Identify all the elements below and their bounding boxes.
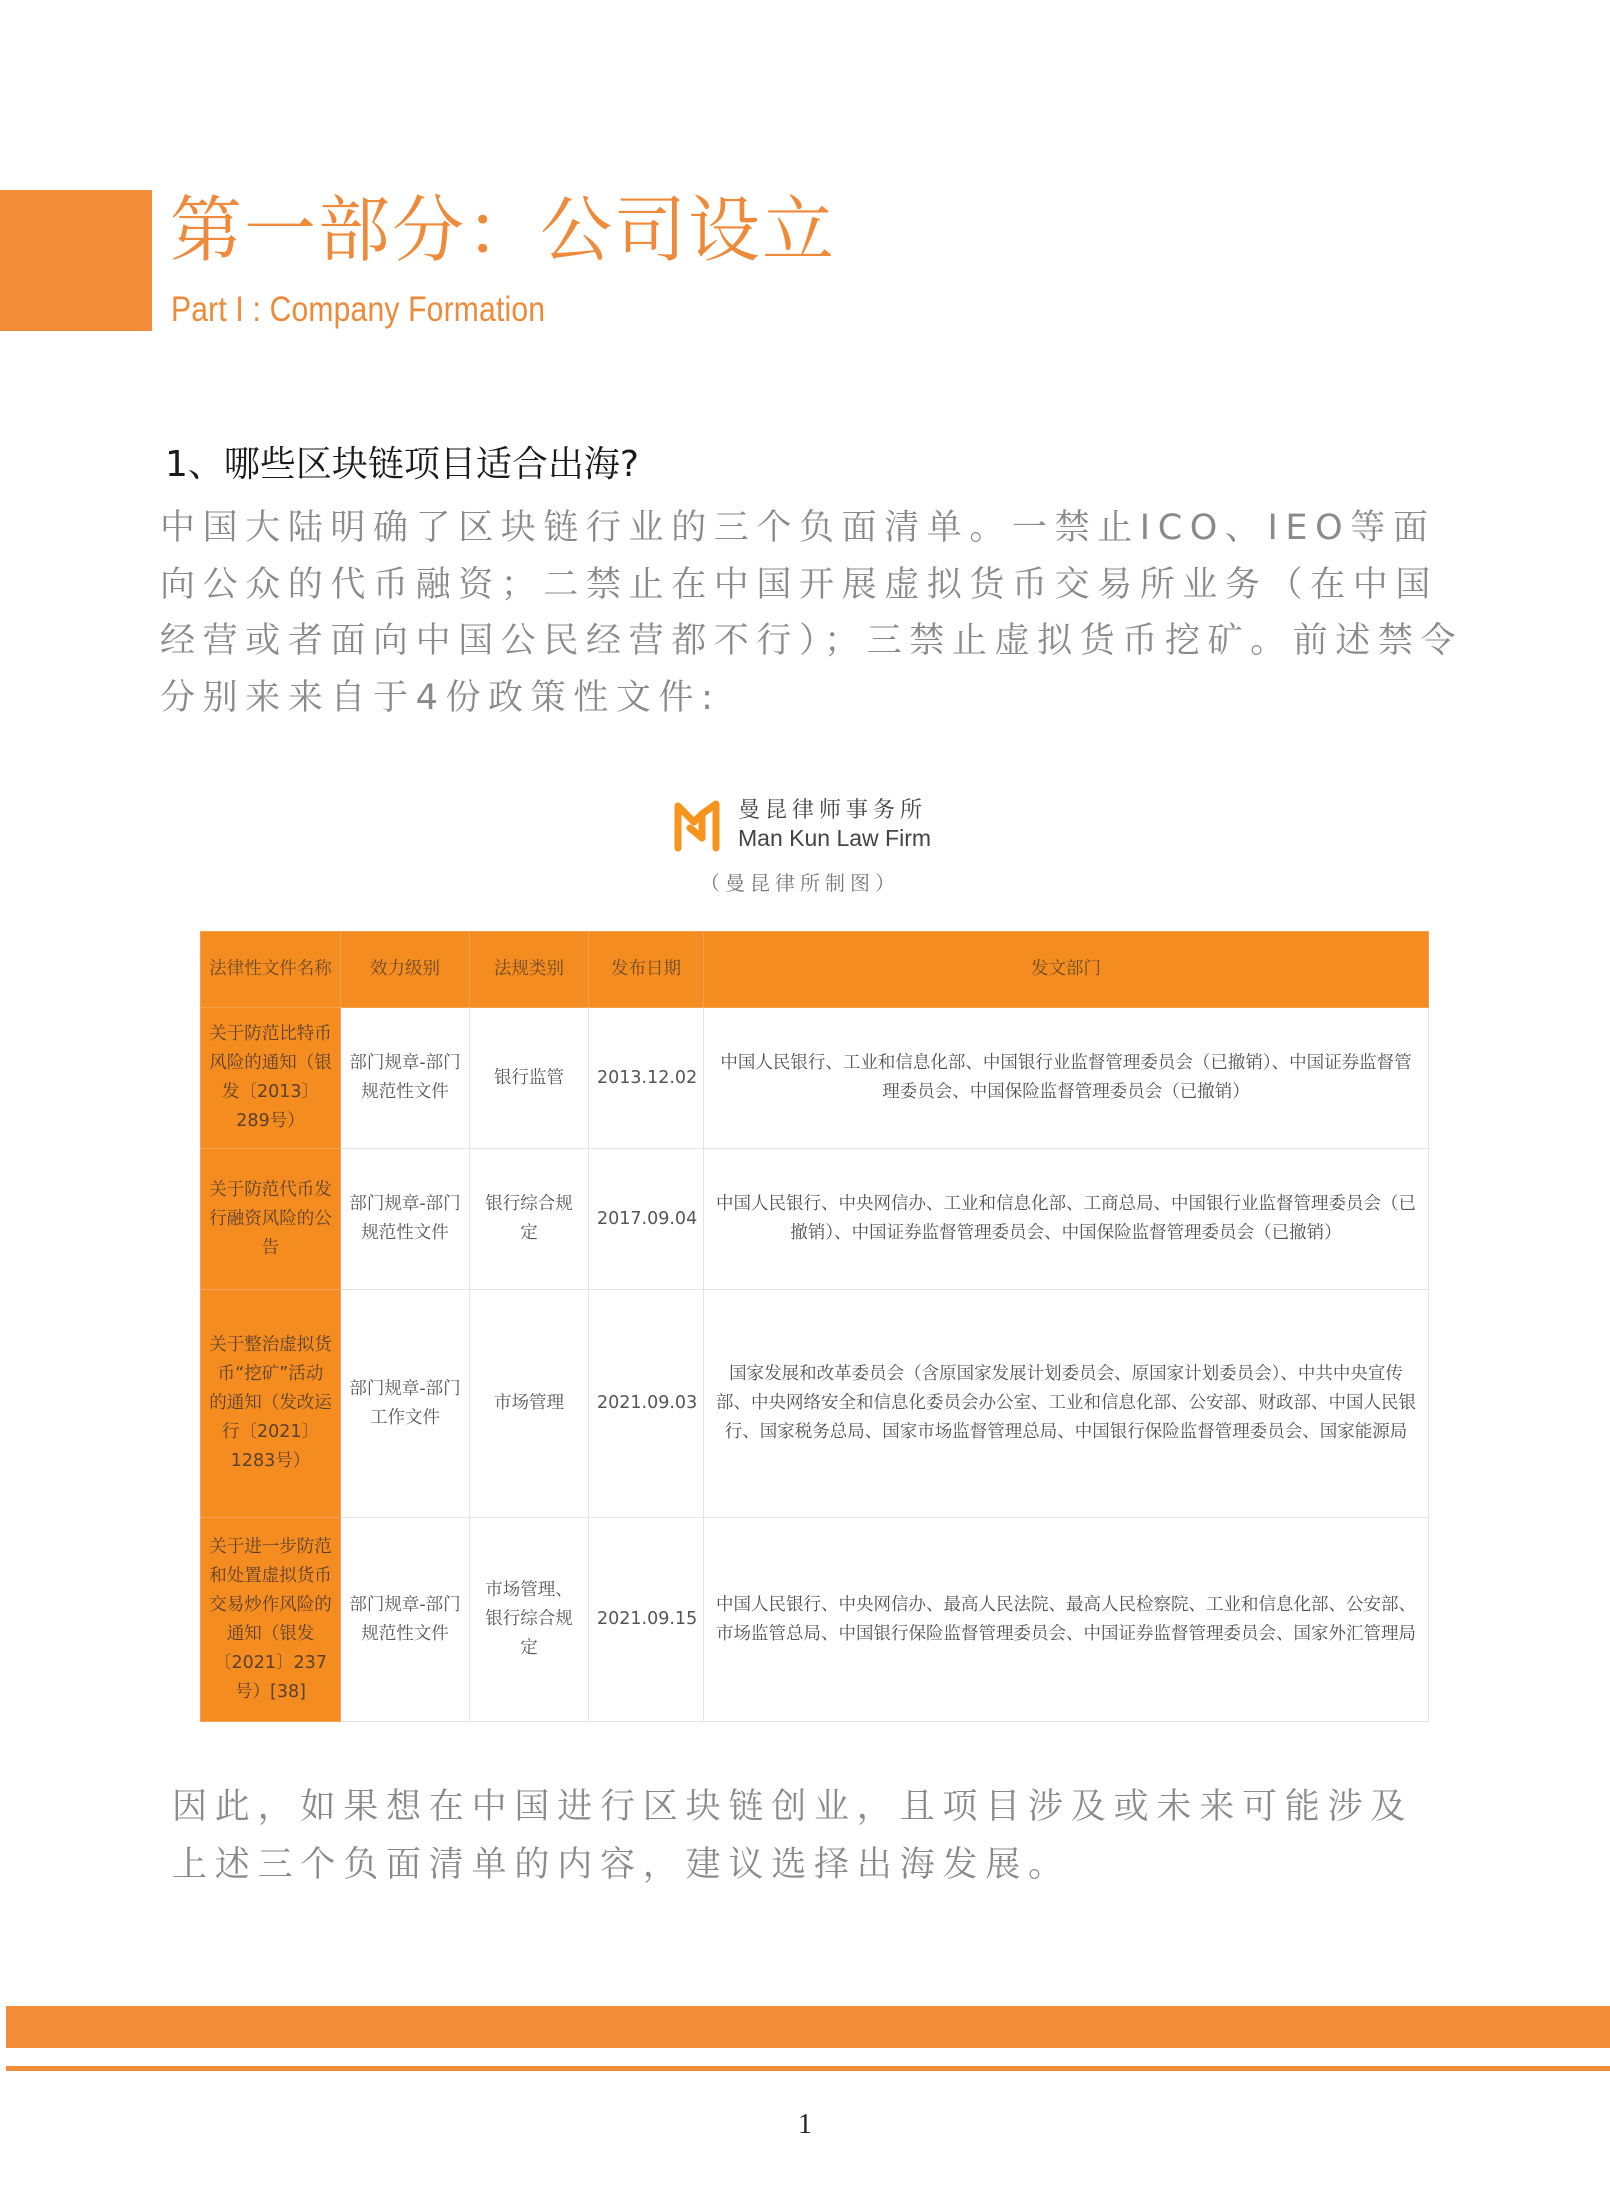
- cell-category: 市场管理: [470, 1290, 589, 1518]
- figure-caption: （曼昆律所制图）: [700, 871, 900, 895]
- column-header-level: 效力级别: [341, 932, 470, 1008]
- logo-name-en: Man Kun Law Firm: [738, 825, 932, 851]
- cell-document-name: 关于整治虚拟货币“挖矿”活动的通知（发改运行〔2021〕1283号）: [201, 1290, 341, 1518]
- cell-departments: 中国人民银行、工业和信息化部、中国银行业监督管理委员会（已撤销）、中国证券监督管理委员会、中国保险监督管理委员会（已撤销）: [704, 1008, 1429, 1149]
- cell-date: 2021.09.03: [589, 1290, 704, 1518]
- table-row: [201, 1290, 1429, 1518]
- cell-level: 部门规章-部门工作文件: [341, 1290, 470, 1518]
- table-row: [201, 1008, 1429, 1149]
- cell-date: 2013.12.02: [589, 1008, 704, 1149]
- cell-document-name: 关于防范比特币风险的通知（银发〔2013〕289号）: [201, 1008, 341, 1149]
- cell-departments: 国家发展和改革委员会（含原国家发展计划委员会、原国家计划委员会）、中共中央宣传部、中央网络安全和信息化委员会办公室、工业和信息化部、公安部、财政部、中国人民银行、国家税务总局、国家市场监督管理总局、中国银行保险监督管理委员会、国家能源局: [704, 1290, 1429, 1518]
- page-subtitle: Part I : Company Formation: [171, 290, 546, 329]
- man-kun-m-logo-icon: [672, 798, 724, 852]
- table-row: [201, 1149, 1429, 1290]
- cell-departments: 中国人民银行、中央网信办、工业和信息化部、工商总局、中国银行业监督管理委员会（已撤销）、中国证券监督管理委员会、中国保险监督管理委员会（已撤销）: [704, 1149, 1429, 1290]
- cell-category: 银行综合规定: [470, 1149, 589, 1290]
- cell-level: 部门规章-部门规范性文件: [341, 1149, 470, 1290]
- section-heading: 1、哪些区块链项目适合出海?: [165, 444, 640, 485]
- cell-level: 部门规章-部门规范性文件: [341, 1008, 470, 1149]
- column-header-category: 法规类别: [470, 932, 589, 1008]
- column-header-date: 发布日期: [589, 932, 704, 1008]
- cell-document-name: 关于进一步防范和处置虚拟货币交易炒作风险的通知（银发〔2021〕237号）[38]: [201, 1518, 341, 1722]
- title-accent-block: [0, 190, 152, 331]
- policy-documents-table: [200, 931, 1429, 1722]
- cell-departments: 中国人民银行、中央网信办、最高人民法院、最高人民检察院、工业和信息化部、公安部、市场监管总局、中国银行保险监督管理委员会、中国证券监督管理委员会、国家外汇管理局: [704, 1518, 1429, 1722]
- law-firm-logo: [672, 798, 972, 858]
- cell-document-name: 关于防范代币发行融资风险的公告: [201, 1149, 341, 1290]
- cell-date: 2021.09.15: [589, 1518, 704, 1722]
- footer-band: [6, 2006, 1610, 2048]
- cell-category: 市场管理、银行综合规定: [470, 1518, 589, 1722]
- intro-paragraph: 中国大陆明确了区块链行业的三个负面清单。一禁止ICO、IEO等面向公众的代币融资；二禁止在中国开展虚拟货币交易所业务（在中国经营或者面向中国公民经营都不行）；三禁止虚拟货币挖矿。前述禁令分别来来自于4份政策性文件:: [160, 508, 1464, 719]
- column-header-name: 法律性文件名称: [201, 932, 341, 1008]
- table-row: [201, 1518, 1429, 1722]
- cell-level: 部门规章-部门规范性文件: [341, 1518, 470, 1722]
- conclusion-paragraph: 因此，如果想在中国进行区块链创业，且项目涉及或未来可能涉及上述三个负面清单的内容，建议选择出海发展。: [172, 1787, 1414, 1885]
- cell-category: 银行监管: [470, 1008, 589, 1149]
- footer-divider: [6, 2066, 1610, 2071]
- cell-date: 2017.09.04: [589, 1149, 704, 1290]
- page-number: 1: [798, 2109, 812, 2140]
- column-header-departments: 发文部门: [704, 932, 1429, 1008]
- logo-name-cn: 曼昆律师事务所: [738, 798, 928, 823]
- table-header-row: [201, 932, 1429, 1008]
- page-title: 第一部分：公司设立: [170, 188, 837, 272]
